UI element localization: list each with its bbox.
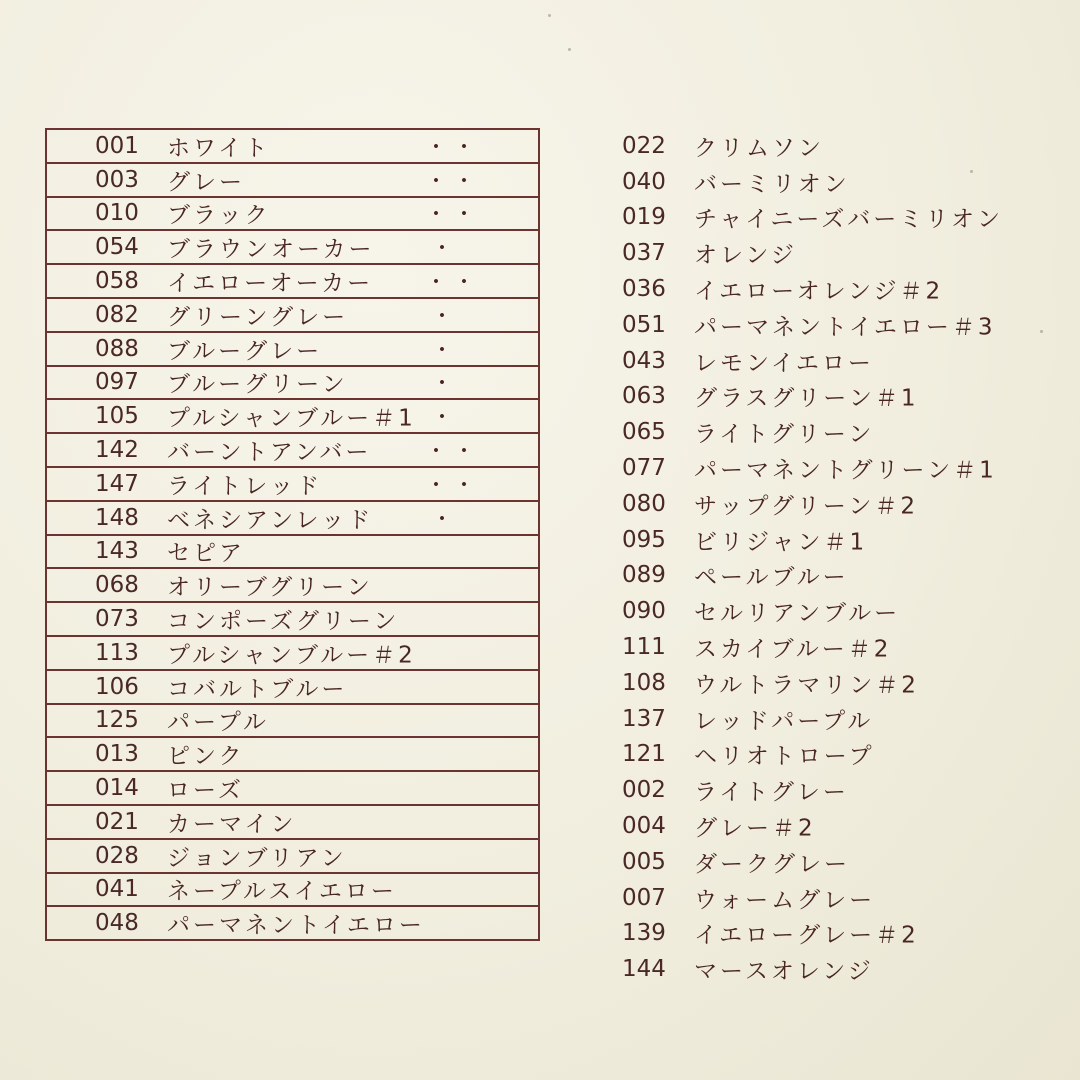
marker-dots: ・・ xyxy=(425,439,482,465)
paper-speck xyxy=(548,14,551,17)
color-name: パープル xyxy=(167,709,269,736)
color-code: 088 xyxy=(95,335,139,362)
color-code: 013 xyxy=(95,741,139,768)
color-name: バーミリオン xyxy=(694,171,850,198)
color-code: 065 xyxy=(622,419,666,446)
table-row xyxy=(45,265,540,299)
list-item xyxy=(622,200,1062,236)
color-name: ビリジャン＃1 xyxy=(694,529,868,556)
marker-dots: ・・ xyxy=(425,270,482,296)
color-name: コンポーズグリーン xyxy=(167,608,400,635)
color-code: 048 xyxy=(95,910,139,937)
color-code: 028 xyxy=(95,842,139,869)
color-code: 037 xyxy=(622,240,666,267)
table-row xyxy=(45,502,540,536)
table-row xyxy=(45,536,540,570)
color-name: パーマネントグリーン＃1 xyxy=(694,457,997,484)
marker-dots: ・・ xyxy=(425,473,482,499)
table-row xyxy=(45,468,540,502)
color-code: 007 xyxy=(622,884,666,911)
table-row xyxy=(45,569,540,603)
color-code: 121 xyxy=(622,741,666,768)
list-item xyxy=(622,558,1062,594)
list-item xyxy=(622,665,1062,701)
color-code: 147 xyxy=(95,470,139,497)
paper-speck xyxy=(568,48,571,51)
list-item xyxy=(622,844,1062,880)
marker-dots: ・ xyxy=(430,507,459,533)
table-row xyxy=(45,738,540,772)
marker-dots: ・・ xyxy=(425,169,482,195)
color-code: 137 xyxy=(622,705,666,732)
color-name: スカイブルー＃2 xyxy=(694,636,892,663)
color-code: 113 xyxy=(95,639,139,666)
color-name: ライトグリーン xyxy=(694,421,875,448)
color-name: コバルトブルー xyxy=(167,676,348,703)
color-code: 040 xyxy=(622,168,666,195)
color-name: カーマイン xyxy=(167,811,297,838)
marker-dots: ・・ xyxy=(425,135,482,161)
color-name: ピンク xyxy=(167,743,245,770)
color-code: 014 xyxy=(95,775,139,802)
color-code: 010 xyxy=(95,200,139,227)
color-name: パーマネントイエロー xyxy=(167,912,425,939)
color-name: チャイニーズバーミリオン xyxy=(694,206,1004,233)
list-item xyxy=(622,307,1062,343)
table-row xyxy=(45,603,540,637)
color-code: 073 xyxy=(95,606,139,633)
color-code: 111 xyxy=(622,634,666,661)
color-name: ネープルスイエロー xyxy=(167,878,397,905)
table-row xyxy=(45,333,540,367)
paper-speck xyxy=(970,170,973,173)
color-name: マースオレンジ xyxy=(694,958,874,985)
color-name: ウォームグレー xyxy=(694,887,876,914)
color-name: ローズ xyxy=(167,777,244,804)
color-name: イエローオーカー xyxy=(167,270,374,297)
color-code: 051 xyxy=(622,311,666,338)
table-row xyxy=(45,434,540,468)
list-item xyxy=(622,164,1062,200)
marker-dots: ・・ xyxy=(425,202,482,228)
list-item xyxy=(622,128,1062,164)
list-item xyxy=(622,271,1062,307)
marker-dots: ・ xyxy=(430,304,459,330)
color-name: ダークグレー xyxy=(694,851,850,878)
color-name: ペールブルー xyxy=(694,564,849,591)
color-code: 063 xyxy=(622,383,666,410)
list-item xyxy=(622,916,1062,952)
color-code: 125 xyxy=(95,707,139,734)
color-code: 144 xyxy=(622,956,666,983)
color-code: 043 xyxy=(622,347,666,374)
color-code: 054 xyxy=(95,234,139,261)
list-item xyxy=(622,522,1062,558)
table-row xyxy=(45,772,540,806)
color-code: 022 xyxy=(622,132,666,159)
color-name: グリーングレー xyxy=(167,304,349,331)
color-code: 142 xyxy=(95,437,139,464)
color-code: 082 xyxy=(95,301,139,328)
boxed-color-table xyxy=(45,128,540,941)
color-code: 106 xyxy=(95,673,139,700)
list-item xyxy=(622,701,1062,737)
color-code: 041 xyxy=(95,876,139,903)
table-row xyxy=(45,164,540,198)
color-name: グレー xyxy=(167,169,245,196)
table-row xyxy=(45,806,540,840)
list-item xyxy=(622,880,1062,916)
table-row xyxy=(45,198,540,232)
color-name: ヘリオトロープ xyxy=(694,743,875,770)
table-row xyxy=(45,840,540,874)
table-row xyxy=(45,637,540,671)
color-name: イエローグレー＃2 xyxy=(694,922,919,949)
color-name: ブルーグレー xyxy=(167,338,323,365)
color-name: オリーブグリーン xyxy=(167,574,373,601)
table-row xyxy=(45,130,540,164)
color-name: プルシャンブルー＃1 xyxy=(167,405,416,432)
table-row xyxy=(45,874,540,908)
color-name: レッドパープル xyxy=(694,708,874,735)
color-name: ライトグレー xyxy=(694,779,849,806)
list-item xyxy=(622,593,1062,629)
color-code: 058 xyxy=(95,268,139,295)
color-code: 105 xyxy=(95,403,139,430)
color-code: 002 xyxy=(622,777,666,804)
table-row xyxy=(45,705,540,739)
color-code: 005 xyxy=(622,848,666,875)
color-name: バーントアンバー xyxy=(167,439,372,466)
color-code: 068 xyxy=(95,572,139,599)
color-name: ホワイト xyxy=(167,135,271,162)
color-name: ベネシアンレッド xyxy=(167,507,374,534)
list-item xyxy=(622,486,1062,522)
color-code: 019 xyxy=(622,204,666,231)
color-code: 080 xyxy=(622,490,666,517)
color-name: セルリアンブルー xyxy=(694,600,901,627)
list-item xyxy=(622,379,1062,415)
color-code: 095 xyxy=(622,526,666,553)
list-item xyxy=(622,343,1062,379)
table-row xyxy=(45,299,540,333)
list-item xyxy=(622,772,1062,808)
unboxed-color-list xyxy=(622,128,1062,987)
color-code: 021 xyxy=(95,808,139,835)
table-row xyxy=(45,400,540,434)
color-code: 001 xyxy=(95,132,139,159)
color-name: オレンジ xyxy=(694,242,797,269)
list-item xyxy=(622,808,1062,844)
color-name: グラスグリーン＃1 xyxy=(694,385,919,412)
color-name: ブラウンオーカー xyxy=(167,236,375,263)
table-row xyxy=(45,671,540,705)
list-item xyxy=(622,414,1062,450)
color-name: レモンイエロー xyxy=(694,350,874,377)
table-row xyxy=(45,231,540,265)
color-code: 089 xyxy=(622,562,666,589)
color-name: ブラック xyxy=(167,202,271,229)
color-code: 108 xyxy=(622,669,666,696)
color-name: クリムソン xyxy=(694,135,824,162)
marker-dots: ・ xyxy=(430,338,459,364)
color-name: ブルーグリーン xyxy=(167,371,348,398)
color-code: 004 xyxy=(622,813,666,840)
color-code: 090 xyxy=(622,598,666,625)
color-code: 139 xyxy=(622,920,666,947)
color-name: グレー＃2 xyxy=(694,815,816,842)
color-code: 036 xyxy=(622,276,666,303)
marker-dots: ・ xyxy=(430,236,459,262)
color-code: 077 xyxy=(622,455,666,482)
color-code: 003 xyxy=(95,166,139,193)
color-name: ウルトラマリン＃2 xyxy=(694,672,919,699)
list-item xyxy=(622,629,1062,665)
table-row xyxy=(45,907,540,941)
color-code: 097 xyxy=(95,369,139,396)
marker-dots: ・ xyxy=(430,405,459,431)
table-row xyxy=(45,367,540,401)
marker-dots: ・ xyxy=(430,371,459,397)
list-item xyxy=(622,737,1062,773)
list-item xyxy=(622,235,1062,271)
color-name: プルシャンブルー＃2 xyxy=(167,642,416,669)
color-code: 148 xyxy=(95,504,139,531)
color-code: 143 xyxy=(95,538,139,565)
paper-speck xyxy=(1040,330,1043,333)
color-name: サップグリーン＃2 xyxy=(694,493,919,520)
color-name: セピア xyxy=(167,540,245,567)
color-name: イエローオレンジ＃2 xyxy=(694,278,944,305)
color-name: パーマネントイエロー＃3 xyxy=(694,314,996,341)
list-item xyxy=(622,450,1062,486)
color-name: ライトレッド xyxy=(167,473,323,500)
list-item xyxy=(622,951,1062,987)
color-name: ジョンブリアン xyxy=(167,845,347,872)
